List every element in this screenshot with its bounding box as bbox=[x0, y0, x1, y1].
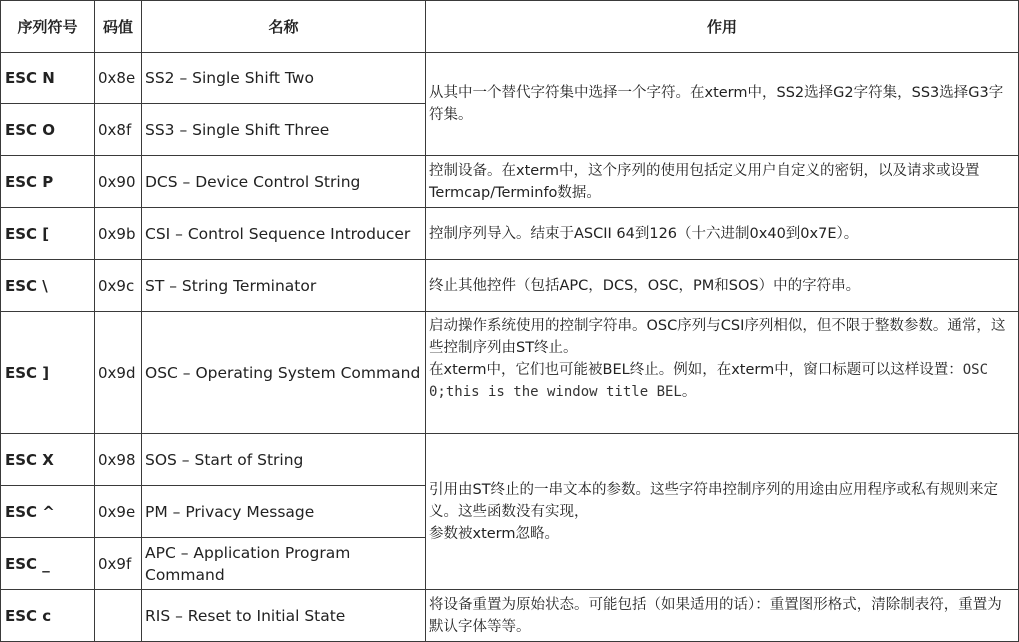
sequence-cell: ESC P bbox=[1, 156, 95, 208]
code-example: OSC 0;this is the window title BEL bbox=[429, 362, 989, 400]
code-cell: 0x9d bbox=[95, 312, 142, 434]
purpose-text: 。 bbox=[681, 384, 697, 400]
table-row bbox=[1, 208, 1019, 260]
code-cell: 0x9e bbox=[95, 486, 142, 538]
name-cell: SOS – Start of String bbox=[142, 434, 426, 486]
table-row bbox=[1, 156, 1019, 208]
sequence-cell: ESC X bbox=[1, 434, 95, 486]
name-cell: PM – Privacy Message bbox=[142, 486, 426, 538]
header-sequence: 序列符号 bbox=[1, 1, 95, 53]
code-cell: 0x98 bbox=[95, 434, 142, 486]
code-cell bbox=[95, 590, 142, 642]
name-cell: SS3 – Single Shift Three bbox=[142, 104, 426, 156]
purpose-text: 参数被xterm忽略。 bbox=[429, 525, 560, 542]
purpose-cell bbox=[426, 312, 1019, 434]
name-cell: RIS – Reset to Initial State bbox=[142, 590, 426, 642]
name-cell: OSC – Operating System Command bbox=[142, 312, 426, 434]
sequence-cell: ESC [ bbox=[1, 208, 95, 260]
purpose-cell bbox=[426, 434, 1019, 590]
sequence-cell: ESC \ bbox=[1, 260, 95, 312]
name-cell: APC – Application Program Command bbox=[142, 538, 426, 590]
code-cell: 0x9b bbox=[95, 208, 142, 260]
table-row bbox=[1, 260, 1019, 312]
code-cell: 0x9f bbox=[95, 538, 142, 590]
name-cell: ST – String Terminator bbox=[142, 260, 426, 312]
header-name: 名称 bbox=[142, 1, 426, 53]
sequence-cell: ESC _ bbox=[1, 538, 95, 590]
sequence-cell: ESC O bbox=[1, 104, 95, 156]
table-row bbox=[1, 434, 1019, 486]
header-purpose: 作用 bbox=[426, 1, 1019, 53]
header-code: 码值 bbox=[95, 1, 142, 53]
purpose-text: 在xterm中，它们也可能被BEL终止。例如，在xterm中，窗口标题可以这样设置： bbox=[429, 362, 963, 378]
table-row bbox=[1, 590, 1019, 642]
name-cell: CSI – Control Sequence Introducer bbox=[142, 208, 426, 260]
code-cell: 0x8f bbox=[95, 104, 142, 156]
purpose-cell: 将设备重置为原始状态。可能包括（如果适用的话）：重置图形格式，清除制表符，重置为默认字体等等。 bbox=[426, 590, 1019, 642]
purpose-cell: 从其中一个替代字符集中选择一个字符。在xterm中，SS2选择G2字符集，SS3选择G3字符集。 bbox=[426, 53, 1019, 156]
sequence-cell: ESC N bbox=[1, 53, 95, 104]
purpose-text: 引用由ST终止的一串文本的参数。这些字符串控制序列的用途由应用程序或私有规则来定义。这些函数没有实现， bbox=[429, 481, 999, 520]
sequence-cell: ESC ] bbox=[1, 312, 95, 434]
sequence-cell: ESC c bbox=[1, 590, 95, 642]
code-cell: 0x8e bbox=[95, 53, 142, 104]
purpose-cell: 控制设备。在xterm中，这个序列的使用包括定义用户自定义的密钥，以及请求或设置Termcap/Terminfo数据。 bbox=[426, 156, 1019, 208]
purpose-cell: 控制序列导入。结束于ASCII 64到126（十六进制0x40到0x7E）。 bbox=[426, 208, 1019, 260]
purpose-cell: 终止其他控件（包括APC，DCS，OSC，PM和SOS）中的字符串。 bbox=[426, 260, 1019, 312]
header-row bbox=[1, 1, 1019, 53]
purpose-text: 启动操作系统使用的控制字符串。OSC序列与CSI序列相似，但不限于整数参数。通常，这些控制序列由ST终止。 bbox=[429, 318, 1006, 356]
name-cell: SS2 – Single Shift Two bbox=[142, 53, 426, 104]
code-cell: 0x9c bbox=[95, 260, 142, 312]
table-row bbox=[1, 53, 1019, 104]
name-cell: DCS – Device Control String bbox=[142, 156, 426, 208]
table-row bbox=[1, 312, 1019, 434]
sequence-cell: ESC ^ bbox=[1, 486, 95, 538]
code-cell: 0x90 bbox=[95, 156, 142, 208]
